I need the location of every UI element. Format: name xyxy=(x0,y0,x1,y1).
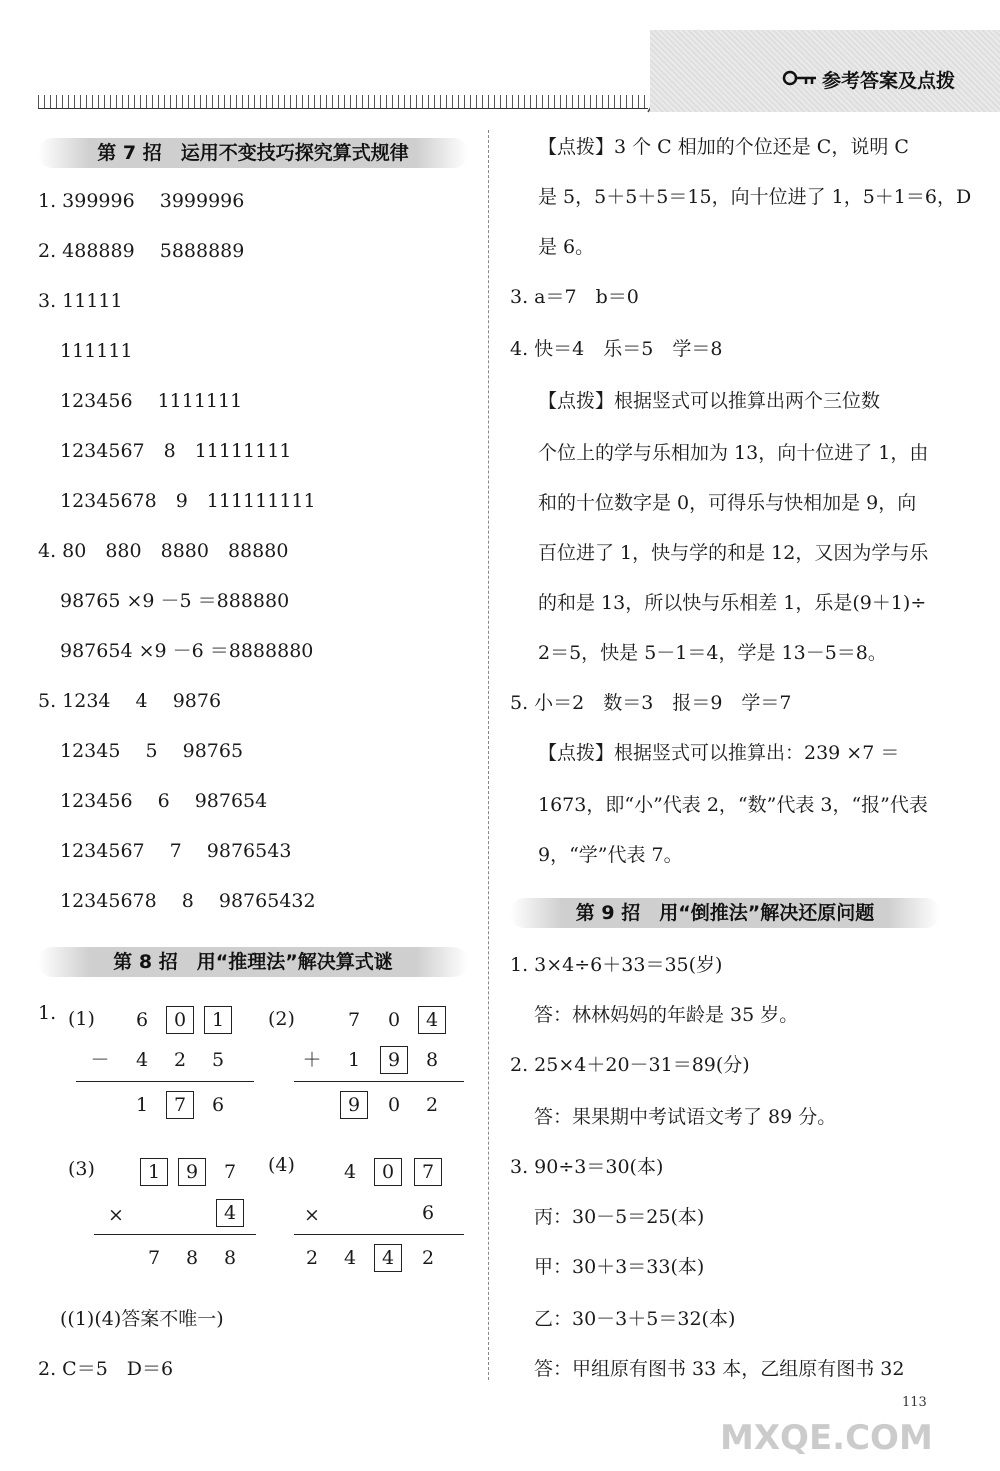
answer-line: 111111 xyxy=(60,340,133,362)
digit: 2 xyxy=(305,1247,319,1269)
puzzle-label: (2) xyxy=(268,1008,295,1030)
digit: 8 xyxy=(223,1247,237,1269)
digit: 6 xyxy=(211,1094,225,1116)
tip-line: 【点拨】根据竖式可以推算出两个三位数 xyxy=(538,390,881,412)
answer-line: 5. 小＝2 数＝3 报＝9 学＝7 xyxy=(510,692,792,714)
digit: 0 xyxy=(381,1161,395,1183)
section-8-title: 第 8 招 用“推理法”解决算式谜 xyxy=(38,947,468,977)
answer-line: 123456 6 987654 xyxy=(60,790,268,812)
tip-line: 1673，即“小”代表 2，“数”代表 3，“报”代表 xyxy=(538,794,928,816)
digit: 4 xyxy=(343,1161,357,1183)
product-line xyxy=(94,1234,256,1235)
digit: 8 xyxy=(185,1247,199,1269)
answer-line: 1234567 7 9876543 xyxy=(60,840,292,862)
tip-line: 百位进了 1，快与学的和是 12，又因为学与乐 xyxy=(538,542,929,564)
answer-line: 4. 80 880 8880 88880 xyxy=(38,540,289,562)
digit: 7 xyxy=(173,1094,187,1116)
digit: 9 xyxy=(387,1049,401,1071)
answer-line: 12345 5 98765 xyxy=(60,740,244,762)
digit: 5 xyxy=(211,1049,225,1071)
digit: 7 xyxy=(223,1161,237,1183)
answer-line: 答：林林妈妈的年龄是 35 岁。 xyxy=(534,1004,799,1026)
answer-line: 123456 1111111 xyxy=(60,390,243,412)
answer-line: 98765 ×9 －5 ＝888880 xyxy=(60,590,290,612)
tip-line: 2＝5，快是 5－1＝4，学是 13－5＝8。 xyxy=(538,642,887,664)
note-line: ((1)(4)答案不唯一) xyxy=(60,1308,224,1330)
product-line xyxy=(294,1234,464,1235)
watermark: MXQE.COM xyxy=(720,1418,933,1458)
answer-line: 2. 25×4＋20－31＝89(分) xyxy=(510,1054,750,1076)
answer-line: 12345678 8 98765432 xyxy=(60,890,316,912)
puzzle-label: (4) xyxy=(268,1154,295,1176)
digit: 6 xyxy=(421,1202,435,1224)
digit: 7 xyxy=(147,1247,161,1269)
digit: 7 xyxy=(421,1161,435,1183)
column-divider xyxy=(488,130,489,1380)
digit: 1 xyxy=(211,1009,225,1031)
page-header xyxy=(0,0,1000,112)
answer-line: 3. a＝7 b＝0 xyxy=(510,286,639,308)
digit: 4 xyxy=(223,1202,237,1224)
ruler-decoration xyxy=(38,95,648,109)
sum-line xyxy=(294,1081,464,1082)
page-number: 113 xyxy=(902,1395,927,1410)
operator: － xyxy=(90,1049,110,1071)
key-icon xyxy=(782,68,818,88)
puzzle-label: (1) xyxy=(68,1008,95,1030)
digit: 4 xyxy=(425,1009,439,1031)
digit: 8 xyxy=(425,1049,439,1071)
answer-line: 4. 快＝4 乐＝5 学＝8 xyxy=(510,338,723,360)
tip-line: 是 5，5＋5＋5＝15，向十位进了 1，5＋1＝6，D xyxy=(538,186,972,208)
digit: 4 xyxy=(135,1049,149,1071)
tip-line: 【点拨】3 个 C 相加的个位还是 C，说明 C xyxy=(538,136,909,158)
section-9-title: 第 9 招 用“倒推法”解决还原问题 xyxy=(510,898,940,928)
answer-line: 12345678 9 111111111 xyxy=(60,490,316,512)
sum-line xyxy=(76,1081,254,1082)
digit: 2 xyxy=(173,1049,187,1071)
answer-line: 乙：30－3＋5＝32(本) xyxy=(534,1308,736,1330)
answer-line: 3. 11111 xyxy=(38,290,123,312)
operator: ＋ xyxy=(302,1049,322,1071)
answer-line: 答：果果期中考试语文考了 89 分。 xyxy=(534,1106,837,1128)
digit: 0 xyxy=(387,1094,401,1116)
digit: 4 xyxy=(343,1247,357,1269)
tip-line: 个位上的学与乐相加为 13，向十位进了 1，由 xyxy=(538,442,929,464)
digit: 2 xyxy=(421,1247,435,1269)
tip-line: 的和是 13，所以快与乐相差 1，乐是(9＋1)÷ xyxy=(538,592,927,614)
digit: 0 xyxy=(387,1009,401,1031)
digit: 7 xyxy=(347,1009,361,1031)
answer-line: 3. 90÷3＝30(本) xyxy=(510,1156,664,1178)
header-title: 参考答案及点拨 xyxy=(822,70,956,92)
answer-line: 2. 488889 5888889 xyxy=(38,240,245,262)
digit: 1 xyxy=(135,1094,149,1116)
answer-line: 答：甲组原有图书 33 本，乙组原有图书 32 xyxy=(534,1358,905,1380)
item-number: 1. xyxy=(38,1002,57,1024)
digit: 1 xyxy=(147,1161,161,1183)
answer-line: 1234567 8 11111111 xyxy=(60,440,292,462)
section-7-title: 第 7 招 运用不变技巧探究算式规律 xyxy=(38,138,468,168)
digit: 9 xyxy=(185,1161,199,1183)
answer-line: 987654 ×9 －6 ＝8888880 xyxy=(60,640,314,662)
operator: × xyxy=(304,1204,320,1226)
tip-line: 和的十位数字是 0，可得乐与快相加是 9，向 xyxy=(538,492,917,514)
digit: 2 xyxy=(425,1094,439,1116)
answer-line: 1. 3×4÷6＋33＝35(岁) xyxy=(510,954,723,976)
digit: 0 xyxy=(173,1009,187,1031)
digit: 9 xyxy=(347,1094,361,1116)
answer-line: 5. 1234 4 9876 xyxy=(38,690,222,712)
digit: 4 xyxy=(381,1247,395,1269)
tip-line: 【点拨】根据竖式可以推算出：239 ×7 ＝ xyxy=(538,742,900,764)
tip-line: 是 6。 xyxy=(538,236,595,258)
puzzle-label: (3) xyxy=(68,1158,95,1180)
answer-line: 1. 399996 3999996 xyxy=(38,190,245,212)
answer-line: 2. C＝5 D＝6 xyxy=(38,1358,174,1380)
tip-line: 9，“学”代表 7。 xyxy=(538,844,683,866)
operator: × xyxy=(108,1204,124,1226)
digit: 1 xyxy=(347,1049,361,1071)
digit: 6 xyxy=(135,1009,149,1031)
answer-line: 丙：30－5＝25(本) xyxy=(534,1206,705,1228)
answer-line: 甲：30＋3＝33(本) xyxy=(534,1256,705,1278)
